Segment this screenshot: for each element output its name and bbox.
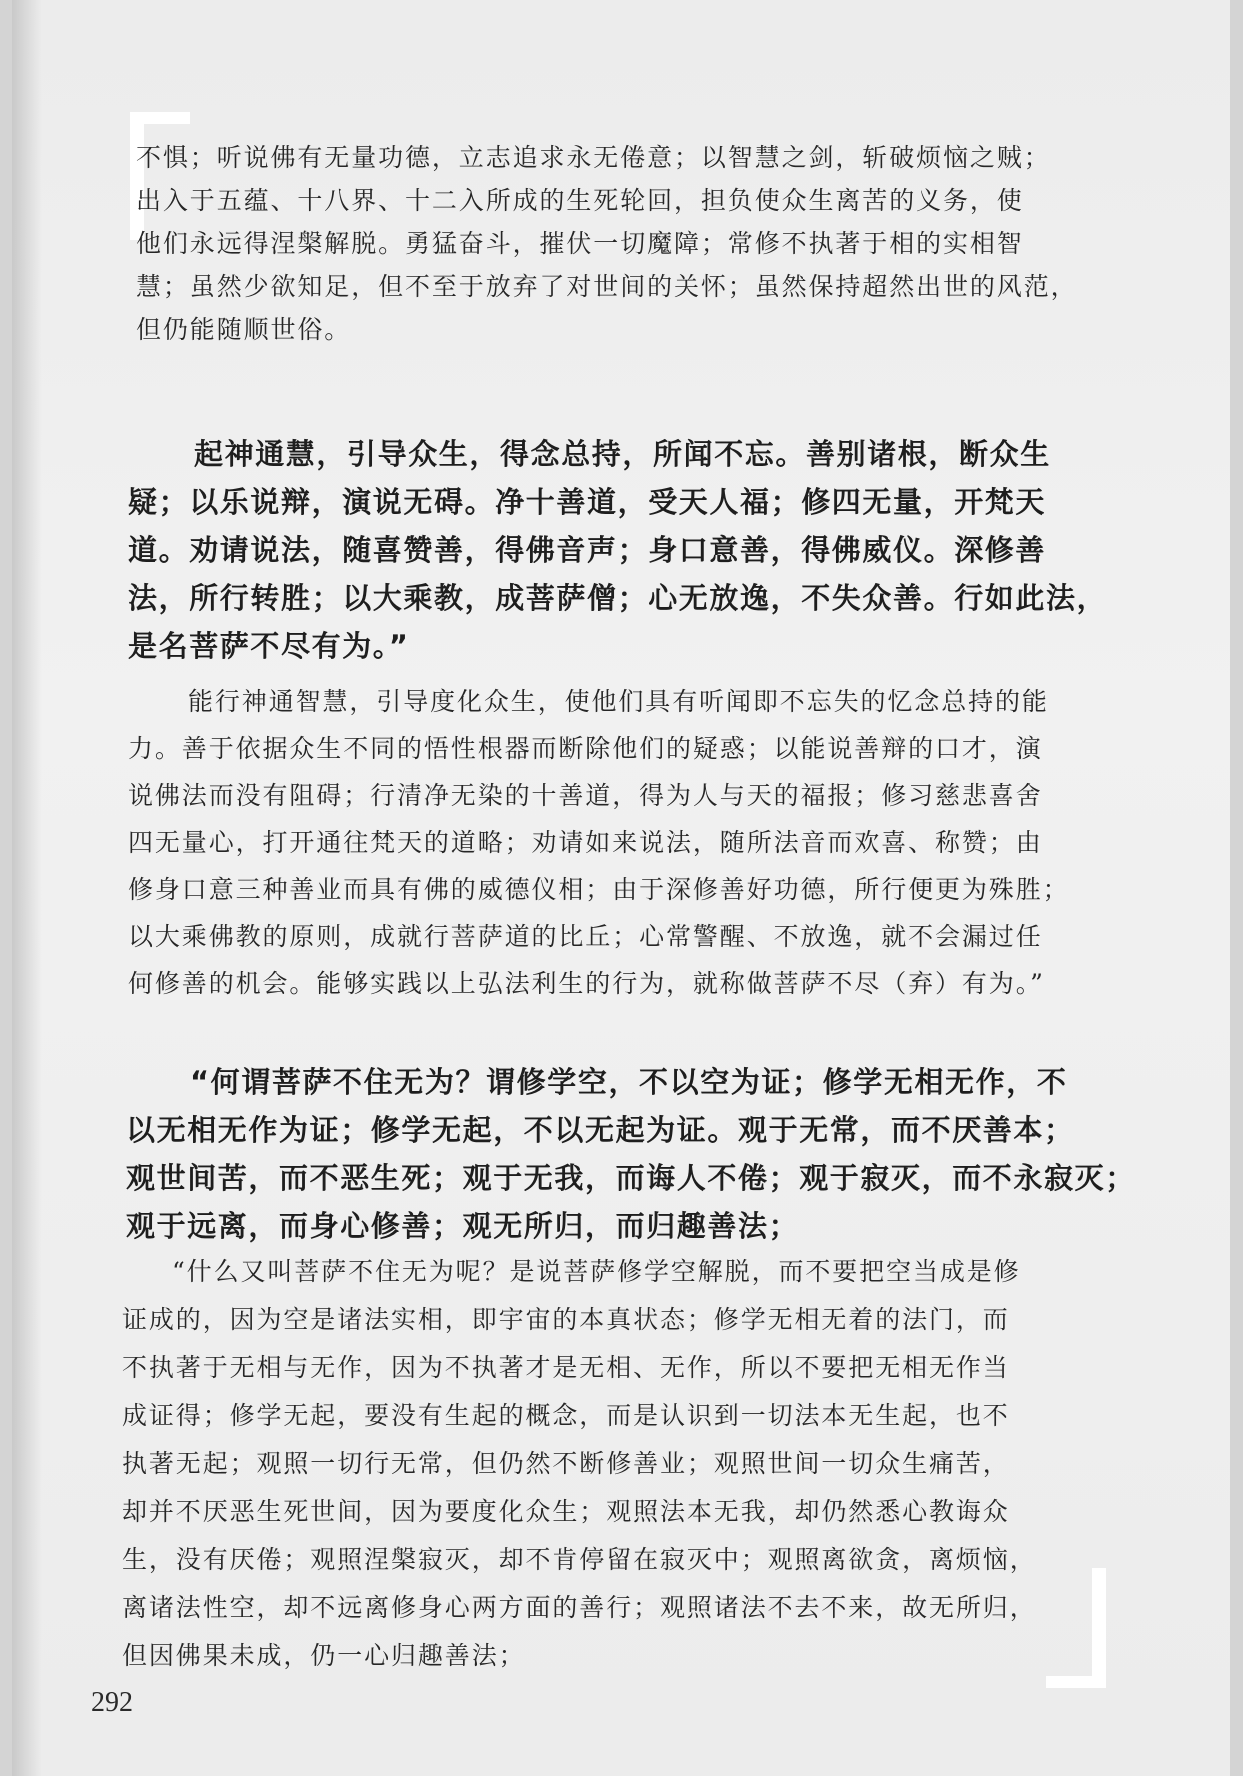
text-line: 他们永远得涅槃解脱。勇猛奋斗，摧伏一切魔障；常修不执著于相的实相智 bbox=[136, 229, 1024, 258]
text-line: 能行神通智慧，引导度化众生，使他们具有听闻即不忘失的忆念总持的能 bbox=[188, 687, 1049, 716]
text-line: 不惧；听说佛有无量功德，立志追求永无倦意；以智慧之剑，斩破烦恼之贼； bbox=[136, 143, 1051, 172]
text-line: 证成的，因为空是诸法实相，即宇宙的本真状态；修学无相无着的法门，而 bbox=[122, 1305, 1010, 1334]
text-line: 以大乘佛教的原则，成就行菩萨道的比丘；心常警醒、不放逸，就不会漏过任 bbox=[128, 922, 1043, 951]
text-line: 但仍能随顺世俗。 bbox=[136, 315, 352, 344]
text-line: 是名菩萨不尽有为。” bbox=[128, 629, 410, 663]
text-line: 观于远离，而身心修善；观无所归，而归趣善法； bbox=[126, 1209, 800, 1243]
text-line: 观世间苦，而不恶生死；观于无我，而诲人不倦；观于寂灭，而不永寂灭； bbox=[126, 1161, 1136, 1195]
text-line: 法，所行转胜；以大乘教，成菩萨僧；心无放逸，不失众善。行如此法， bbox=[128, 581, 1108, 615]
text-line: 起神通慧，引导众生，得念总持，所闻不忘。善别诸根，断众生 bbox=[194, 437, 1051, 471]
text-line: 说佛法而没有阻碍；行清净无染的十善道，得为人与天的福报；修习慈悲喜舍 bbox=[128, 781, 1043, 810]
text-line: 疑；以乐说辩，演说无碍。净十善道，受天人福；修四无量，开梵天 bbox=[128, 485, 1047, 519]
crop-mark-bottom-right bbox=[1092, 1568, 1106, 1688]
book-page bbox=[12, 0, 1230, 1776]
page-number: 292 bbox=[91, 1687, 133, 1718]
text-line: 离诸法性空，却不远离修身心两方面的善行；观照诸法不去不来，故无所归， bbox=[122, 1593, 1037, 1622]
text-line: 慧；虽然少欲知足，但不至于放弃了对世间的关怀；虽然保持超然出世的风范， bbox=[136, 272, 1078, 301]
text-line: 执著无起；观照一切行无常，但仍然不断修善业；观照世间一切众生痛苦， bbox=[122, 1449, 1010, 1478]
text-line: 生，没有厌倦；观照涅槃寂灭，却不肯停留在寂灭中；观照离欲贪，离烦恼， bbox=[122, 1545, 1037, 1574]
text-line: 四无量心，打开通往梵天的道略；劝请如来说法，随所法音而欢喜、称赞；由 bbox=[128, 828, 1043, 857]
text-line: 修身口意三种善业而具有佛的威德仪相；由于深修善好功德，所行便更为殊胜； bbox=[128, 875, 1070, 904]
text-line: 成证得；修学无起，要没有生起的概念，而是认识到一切法本无生起，也不 bbox=[122, 1401, 1010, 1430]
text-line: 力。善于依据众生不同的悟性根器而断除他们的疑惑；以能说善辩的口才，演 bbox=[128, 734, 1043, 763]
text-line: 出入于五蕴、十八界、十二入所成的生死轮回，担负使众生离苦的义务，使 bbox=[136, 186, 1024, 215]
text-line: “何谓菩萨不住无为？谓修学空，不以空为证；修学无相无作，不 bbox=[190, 1065, 1068, 1099]
crop-mark-top-left-horizontal bbox=[130, 112, 190, 124]
text-line: 但因佛果未成，仍一心归趣善法； bbox=[122, 1641, 526, 1670]
text-line: 何修善的机会。能够实践以上弘法利生的行为，就称做菩萨不尽（弃）有为。” bbox=[128, 969, 1045, 998]
text-line: “什么又叫菩萨不住无为呢？是说菩萨修学空解脱，而不要把空当成是修 bbox=[172, 1257, 1021, 1286]
text-line: 却并不厌恶生死世间，因为要度化众生；观照法本无我，却仍然悉心教诲众 bbox=[122, 1497, 1010, 1526]
page-gutter-shadow bbox=[12, 0, 42, 1776]
crop-mark-top-left bbox=[130, 112, 144, 240]
text-line: 道。劝请说法，随喜赞善，得佛音声；身口意善，得佛威仪。深修善 bbox=[128, 533, 1047, 567]
text-line: 不执著于无相与无作，因为不执著才是无相、无作，所以不要把无相无作当 bbox=[122, 1353, 1010, 1382]
crop-mark-bottom-right-horizontal bbox=[1046, 1676, 1106, 1688]
text-line: 以无相无作为证；修学无起，不以无起为证。观于无常，而不厌善本； bbox=[126, 1113, 1075, 1147]
